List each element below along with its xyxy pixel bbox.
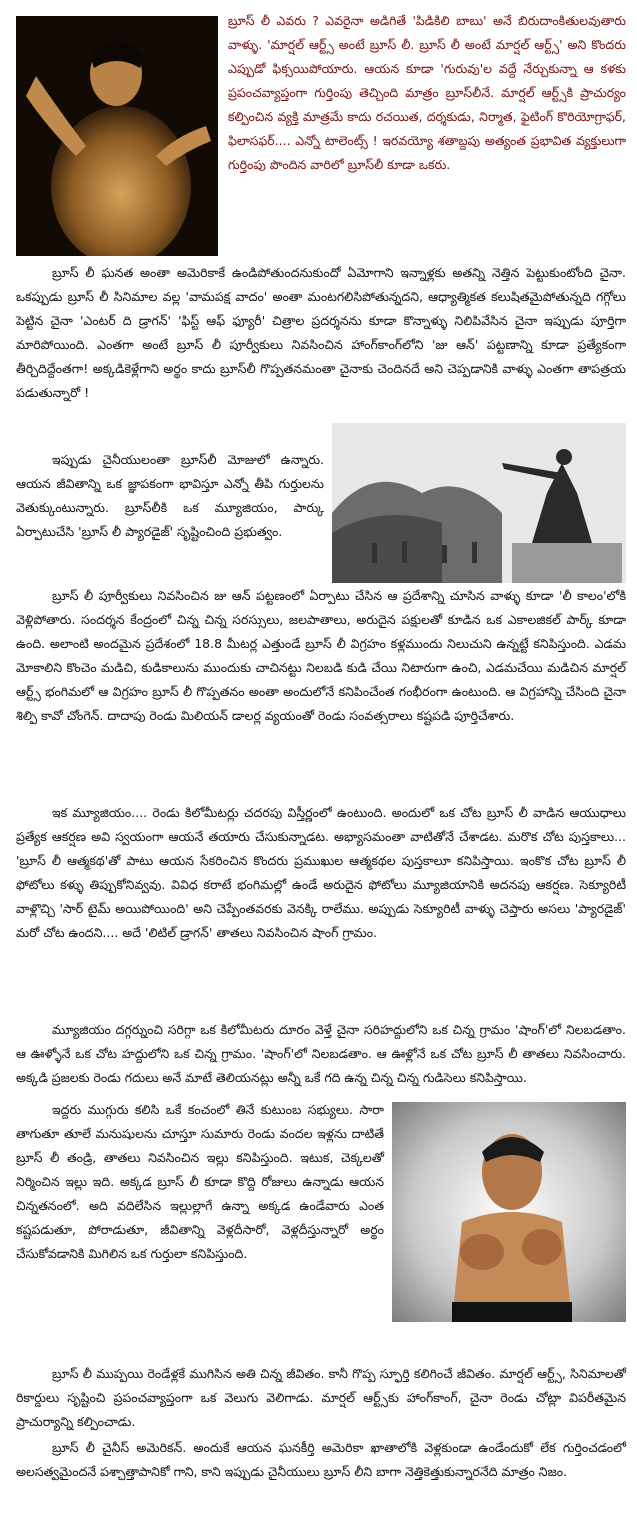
shang-village-paragraph: మ్యూజియం దగ్గర్నుంచి సరిగ్గా ఒక కిలోమీటరు దూరం వెళ్తే చైనా సరిహద్దులోని ఒక చిన్న గ్రామం 'షాంగ్'లో నిలబడతాం. ఆ ఊళ్ళోనే ఒక చోట హద్దులోని ఒక చిన్న గ్రామం. 'షాంగ్'లో నిలబడతాం. ఆ ఊళ్లోనే ఒక చోట బ్రూస్ లీ తాతలు నివసించారు. అక్కడి ప్రజలకు రెండు గదులు అనే మాటే తెలియనట్లు అన్నీ ఒకే గది ఉన్న చిన్న చిన్న గుడిసెలు కనిపిస్తాయి.	[16, 1022, 626, 1085]
park-statue-paragraph: బ్రూస్ లీ పూర్వీకులు నివసించిన జు ఆన్ పట్టణంలో ఏర్పాటు చేసిన ఆ ప్రదేశాన్ని చూసిన వాళ్ళు కూడా 'లీ కాలం'లోకి వెళ్లిపోతారు. సందర్శన కేంద్రంలో చిన్న చిన్న సరస్సులు, జలపాతాలు, అరుదైన పక్షులతో కూడిన ఒక ఎకాలజికల్ పార్క్ కూడా ఉంది. అలాంటి అందమైన ప్రదేశంలో 18.8 మీటర్ల ఎత్తుండే బ్రూస్ లీ విగ్రహం కళ్లముందు నిలుచుని ఉన్నట్టే కనిపిస్తుంది. ఎడమ మోకాలిని కొంచెం మడిచి, కుడికాలును ముందుకు చాచినట్టు నిలబడి కుడి చేయి నిటారుగా ఉంచి, ఎడమచేయి మడిచిన మార్షల్ ఆర్ట్స్ భంగిమలో ఆ విగ్రహం బ్రూస్ లీ గొప్పతనం అంతా అందులోనే కనిపించేంత గంభీరంగా ఉంటుంది. ఆ విగ్రహాన్ని చేసింది చైనా శిల్పి కావో చోంగెన్. దాదాపు రెండు మిలియన్ డాలర్ల వ్యయంతో రెండు సంవత్సరాలు కష్టపడి పూర్తిచేశారు.	[16, 588, 626, 723]
ancestral-house-paragraph: ఇద్దరు ముగ్గురు కలిసి ఒకే కంచంలో తినే కుటుంబ సభ్యులు. సారా తాగుతూ తూలే మనుషులను చూస్తూ సుమారు రెండు వందల ఇళ్లను దాటితే బ్రూస్ లీ తండ్రి, తాతలు నివసించిన ఇల్లు కనిపిస్తుంది. ఇటుక, చెక్కలతో నిర్మించిన ఇల్లు ఇది. అక్కడ బ్రూస్ లీ కూడా కొద్ది రోజులు ఉన్నాడు ఆయన చిన్నతనంలో. అది వదిలేసిన ఇల్లుల్లాగే ఉన్నా అక్కడ ఉండేవారు ఎంత కష్టపడుతూ, పోరాడుతూ, జీవితాన్ని వెళ్లదీసారో, వెళ్లదీస్తున్నారో అర్థం చేసుకోవడానికి మిగిలిన ఒక గుర్తులా కనిపిస్తుంది.	[16, 1102, 384, 1261]
short-life-paragraph: బ్రూస్ లీ ముప్పయి రెండేళ్లకే ముగిసిన అతి చిన్న జీవితం. కానీ గొప్ప స్ఫూర్తి కలిగించే జీవితం. మార్షల్ ఆర్ట్స్, సినిమాలతో రికార్డులు సృష్టించి ప్రపంచవ్యాప్తంగా ఒక వెలుగు వెలిగాడు. మార్షల్ ఆర్ట్స్‌కు హాంగ్‌కాంగ్, చైనా రెండు చోట్లా విపరీతమైన ప్రాచుర్యాన్ని కల్పించాడు.	[16, 1366, 626, 1429]
china-embrace-paragraph: బ్రూస్ లీ ఘనత అంతా అమెరికాకే ఉండిపోతుందనుకుందో ఏమోగాని ఇన్నాళ్లకు అతన్ని నెత్తిన పెట్టుకుంటోంది చైనా. ఒకప్పుడు బ్రూస్ లీ సినిమాల వల్ల 'వామపక్ష వాదం' అంతా మంటగలిసిపోతున్నదని, ఆధ్యాత్మికత కలుషితమైపోతున్నది గగ్గోలు పెట్టిన చైనా 'ఎంటర్ ది డ్రాగన్' 'ఫిస్ట్ ఆఫ్ ఫ్యూరీ' చిత్రాల ప్రదర్శనను కూడా కొన్నాళ్ళు నిలిపివేసిన చైనా ఇప్పుడు పూర్తిగా మారిపోయింది. ఎంతగా అంటే బ్రూస్ లీ పూర్వీకులు నివసించిన హాంగ్‌కాంగ్‌లోని 'జు ఆన్' పట్టణాన్ని కూడా ప్రత్యేకంగా తీర్చిదిద్దేంతగా! అక్కడికెళ్లేగాని అర్థం కాదు బ్రూస్‌లీ గొప్పతనమంతా చైనాకు చెందినదే అని చెప్పడానికి వాళ్ళు ఎంతగా తాపత్రయ పడుతున్నారో !	[16, 265, 626, 400]
closing-paragraph: బ్రూస్ లీ చైనీస్ అమెరికన్. అందుకే ఆయన ఘనకీర్తి అమెరికా ఖాతాలోకి వెళ్లకుండా ఉండేందుకో లేక గుర్తించడంలో అలసత్వమైందనే పశ్చాత్తాపానికో గాని, కాని ఇప్పుడు చైనీయులు బ్రూస్ లీని బాగా నెత్తికెత్తుకున్నారనేది మాత్రం నిజం.	[16, 1440, 626, 1479]
intro-paragraph: బ్రూస్ లీ ఎవరు ? ఎవరైనా అడిగితే 'పిడికిలి బాబు' అనే బిరుదాంకితులవుతారు వాళ్ళు. 'మార్షల్ ఆర్ట్స్ అంటే బ్రూస్ లీ. బ్రూస్ లీ అంటే మార్షల్ ఆర్ట్స్' అని కొందరు ఎప్పుడో ఫిక్సయిపోయారు. ఆయన కూడా 'గురువు'ల వద్దే నేర్చుకున్నా ఆ కళకు ప్రపంచవ్యాప్తంగా గుర్తింపు తెచ్చింది మాత్రం బ్రూస్‌లీనే. మార్షల్ ఆర్ట్స్‌కి ప్రాచుర్యం కల్పించిన వ్యక్తి మాత్రమే కాదు రచయిత, దర్శకుడు, నిర్మాత, ఫైటింగ్ కొరియోగ్రాఫర్, ఫిలాసఫర్.... ఎన్నో టాలెంట్స్ ! ఇరవయ్యో శతాబ్దపు అత్యంత ప్రభావిత వ్యక్తులుగా గుర్తింపు పొందిన వారిలో బ్రూస్‌లీ కూడా ఒకరు.	[228, 13, 626, 172]
museum-paragraph: ఇక మ్యూజియం.... రెండు కిలోమీటర్లు చదరపు విస్తీర్ణంలో ఉంటుంది. అందులో ఒక చోట బ్రూస్ లీ వాడిన ఆయుధాలు ప్రత్యేక ఆకర్షణ అవి స్వయంగా ఆయనే తయారు చేసుకున్నాడట. అభ్యాసమంతా వాటితోనే చేశాడట. మరొక చోట పుస్తకాలు... 'బ్రూస్ లీ ఆత్మకథ'తో పాటు ఆయన సేకరించిన కొందరు ప్రముఖుల ఆత్మకథల పుస్తకాలూ కనిపిస్తాయి. ఇంకొక చోట బ్రూస్ లీ ఫోటోలు కళ్ళు తిప్పుకోనివ్వవు. వివిధ కరాటే భంగిమల్లో ఉండే అరుదైన ఫోటోలు మ్యూజియానికి అదనపు ఆకర్షణ. సెక్యూరిటీ వాళ్లొచ్చి 'సార్ టైమ్ అయిపోయింది' అని చెప్పేంతవరకు వెనక్కి రాలేము. అప్పుడు సెక్యూరిటీ వాళ్ళు చెప్తారు అసలు 'ప్యారడైజ్' మరో చోట ఉందని.... అదే 'లిటిల్ డ్రాగన్' తాతలు నివసించిన షాంగ్ గ్రామం.	[16, 805, 626, 940]
bruce-lee-portrait-photo	[392, 1102, 626, 1322]
bruce-lee-statue-photo	[332, 423, 626, 583]
chinese-craze-paragraph: ఇప్పుడు చైనీయులంతా బ్రూస్‌లీ మోజులో ఉన్నారు. ఆయన జీవితాన్ని ఒక జ్ఞాపకంగా భావిస్తూ ఎన్నో తీపి గుర్తులను వెతుక్కుంటున్నారు. బ్రూస్‌లీకి ఒక మ్యూజియం, పార్కు ఏర్పాటుచేసి 'బ్రూస్ లీ ప్యారడైజ్' సృష్టించింది ప్రభుత్వం.	[16, 452, 324, 539]
bruce-lee-fighting-pose-photo	[16, 16, 218, 256]
